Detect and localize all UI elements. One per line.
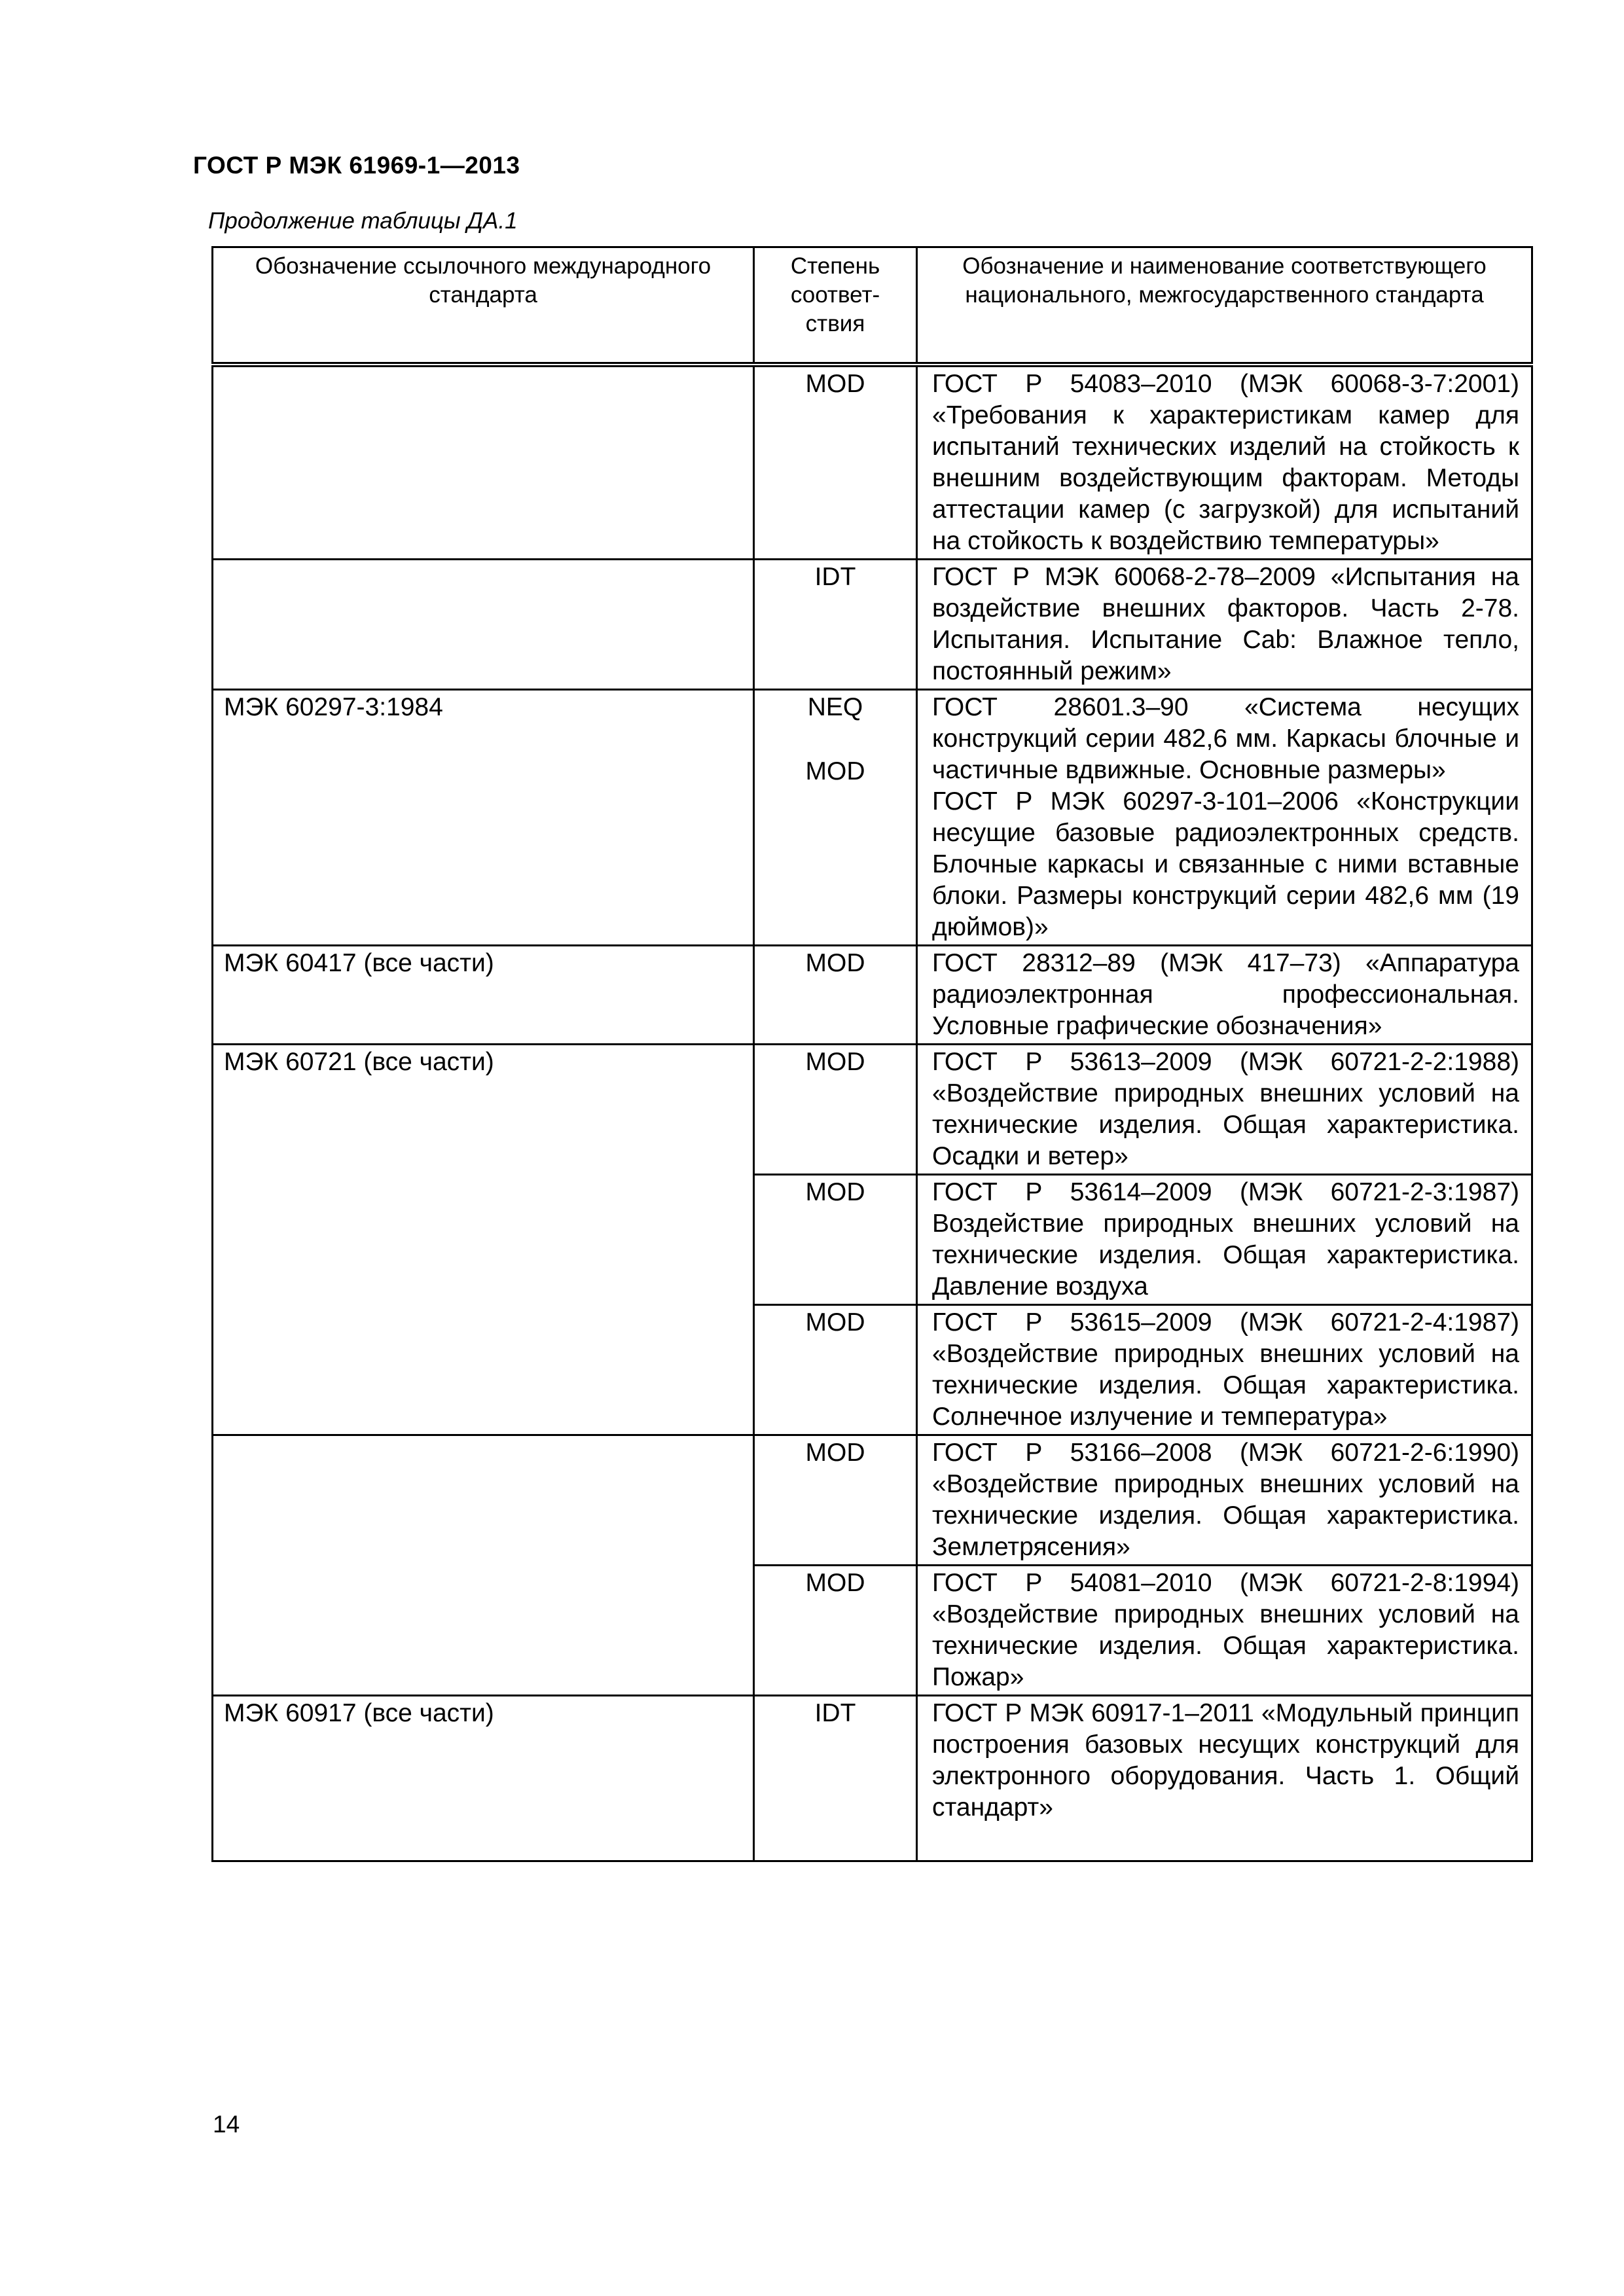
spacer xyxy=(932,1823,1519,1859)
national-standard-cell: ГОСТ Р 53615–2009 (МЭК 60721-2-4:1987) «Воздействие природных внешних условий на технические изделия. Общая характеристика. Солнечное излучение и температура» xyxy=(917,1305,1532,1435)
reference-standard-cell xyxy=(213,365,754,560)
national-standard-cell: ГОСТ Р 54083–2010 (МЭК 60068-3-7:2001) «Требования к характеристикам камер для испытаний технических изделий на стойкость к внешним воздействующим факторам. Методы аттестации камер (с загрузкой) для испытаний на стойкость к воздействию температуры» xyxy=(917,365,1532,560)
table-row xyxy=(213,1435,1532,1566)
column-header-degree: Степень соответ-ствия xyxy=(754,247,917,365)
degree-cell xyxy=(754,690,917,946)
degree-cell: MOD xyxy=(754,365,917,560)
degree-cell: MOD xyxy=(754,946,917,1045)
table-row xyxy=(213,365,1532,560)
degree-value: NEQ xyxy=(807,693,863,721)
column-header-reference: Обозначение ссылочного международного стандарта xyxy=(213,247,754,365)
national-standard-cell: ГОСТ Р 53613–2009 (МЭК 60721-2-2:1988) «Воздействие природных внешних условий на технические изделия. Общая характеристика. Осадки и ветер» xyxy=(917,1045,1532,1175)
national-standard-entry: ГОСТ 28601.3–90 «Система несущих конструкций серии 482,6 мм. Каркасы блочные и частичные вдвижные. Основные размеры» xyxy=(932,693,1519,784)
national-standard-cell: ГОСТ Р 53166–2008 (МЭК 60721-2-6:1990) «Воздействие природных внешних условий на технические изделия. Общая характеристика. Землетрясения» xyxy=(917,1435,1532,1566)
table-row xyxy=(213,1696,1532,1861)
document-code: ГОСТ Р МЭК 61969-1—2013 xyxy=(193,152,520,179)
reference-standard-cell: МЭК 60721 (все части) xyxy=(213,1045,754,1435)
national-standard-entry: ГОСТ Р МЭК 60297-3-101–2006 «Конструкции несущие базовые радиоэлектронных средств. Блочные каркасы и связанные с ними вставные блоки. Размеры конструкций серии 482,6 мм (19 дюймов)» xyxy=(932,787,1519,941)
table-row xyxy=(213,946,1532,1045)
reference-standard-cell xyxy=(213,560,754,690)
table-row xyxy=(213,560,1532,690)
degree-value: MOD xyxy=(805,757,865,785)
page-number: 14 xyxy=(213,2111,240,2138)
degree-cell: MOD xyxy=(754,1175,917,1305)
national-standard-cell xyxy=(917,1696,1532,1861)
national-standard-cell: ГОСТ Р 54081–2010 (МЭК 60721-2-8:1994) «Воздействие природных внешних условий на технические изделия. Общая характеристика. Пожар» xyxy=(917,1566,1532,1696)
national-standard-cell: ГОСТ Р 53614–2009 (МЭК 60721-2-3:1987) Воздействие природных внешних условий на технические изделия. Общая характеристика. Давление воздуха xyxy=(917,1175,1532,1305)
table-row xyxy=(213,690,1532,946)
degree-cell: MOD xyxy=(754,1435,917,1566)
table-row xyxy=(213,1045,1532,1175)
degree-cell: MOD xyxy=(754,1045,917,1175)
national-standard-cell xyxy=(917,690,1532,946)
degree-cell: MOD xyxy=(754,1305,917,1435)
degree-cell: IDT xyxy=(754,1696,917,1861)
reference-standard-cell: МЭК 60417 (все части) xyxy=(213,946,754,1045)
table-header-row xyxy=(213,247,1532,365)
table-caption: Продолжение таблицы ДА.1 xyxy=(208,208,518,234)
reference-standard-cell: МЭК 60297-3:1984 xyxy=(213,690,754,946)
reference-standard-cell: МЭК 60917 (все части) xyxy=(213,1696,754,1861)
degree-cell: MOD xyxy=(754,1566,917,1696)
degree-cell: IDT xyxy=(754,560,917,690)
column-header-national: Обозначение и наименование соответствующего национального, межгосударственного стандарта xyxy=(917,247,1532,365)
national-standard-cell: ГОСТ 28312–89 (МЭК 417–73) «Аппаратура радиоэлектронная профессиональная. Условные графические обозначения» xyxy=(917,946,1532,1045)
reference-standard-cell xyxy=(213,1435,754,1696)
correspondence-table xyxy=(211,246,1533,1862)
national-standard-entry: ГОСТ Р МЭК 60917-1–2011 «Модульный принцип построения базовых несущих конструкций для электронного оборудования. Часть 1. Общий стандарт» xyxy=(932,1699,1519,1821)
national-standard-cell: ГОСТ Р МЭК 60068-2-78–2009 «Испытания на воздействие внешних факторов. Часть 2-78. Испытания. Испытание Cab: Влажное тепло, постоянный режим» xyxy=(917,560,1532,690)
spacer xyxy=(759,723,912,756)
